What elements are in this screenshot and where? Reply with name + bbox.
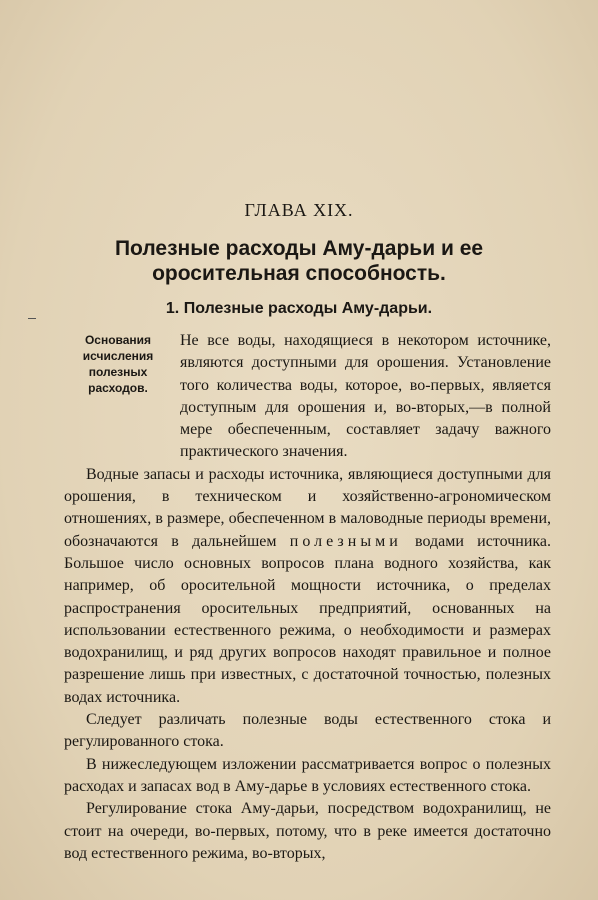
margin-note: Основания исчисления полезных расходов. xyxy=(82,333,154,395)
chapter-title: Полезные расходы Аму-дарьи и ее оросительная способность. xyxy=(114,237,484,285)
margin-dash xyxy=(28,318,36,319)
section-heading: 1. Полезные расходы Аму-дарьи. xyxy=(165,300,433,317)
chapter-label: ГЛАВА XIX. xyxy=(244,200,354,220)
paragraph-1: Не все воды, находящиеся в некотором источнике, являются доступными для орошения. Установление того количества воды, которое, во-первых, является доступным для орошения и, во-вторых,—в полной мере обеспеченным, составляет задачу важного практического значения. xyxy=(180,332,551,461)
paragraph-2-start: Водные запасы и расходы источника, являющиеся доступными для орошения, в техническом и хозяйственно-агрономическом отношениях, в размере, обеспеченном в маловодные периоды времени, обозначаются в дальнейшем xyxy=(64,465,551,550)
emphasized-term: полезными xyxy=(289,532,402,550)
paragraph-4: В нижеследующем изложении рассматривается вопрос о полезных расходах и запасах вод в Аму-дарье в условиях естественного стока. xyxy=(64,755,551,795)
body-text xyxy=(64,330,551,865)
paragraph-2-end: водами источника. Большое число основных вопросов плана водного хозяйства, как например, об оросительной мощности источника, о пределах распространения оросительных предприятий, основанных на использовании естественного режима, о необходимости и размерах водохранилищ, и ряд других вопросов находят правильное и полное разрешение лишь при известных, с достаточной точностью, полезных водах источника. xyxy=(64,532,552,706)
paragraph-3: Следует различать полезные воды естественного стока и регулированного стока. xyxy=(64,711,551,751)
paragraph-2 xyxy=(64,464,551,709)
paragraph-5: Регулирование стока Аму-дарьи, посредством водохранилищ, не стоит на очереди, во-первых, потому, что в реке имеется достаточно вод естественного режима, во-вторых, xyxy=(64,800,551,862)
